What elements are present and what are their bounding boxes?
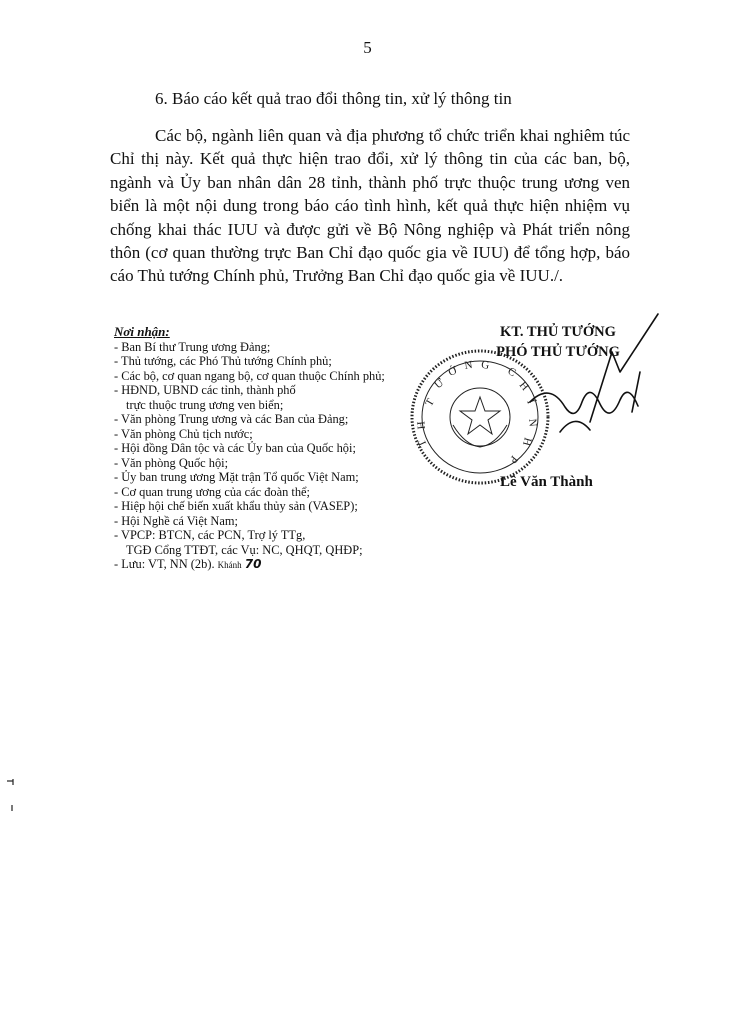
body-paragraph	[110, 124, 630, 288]
svg-text:T: T	[415, 437, 430, 449]
recipient-item: - Văn phòng Chủ tịch nước;	[114, 426, 253, 441]
recipient-item-archive	[114, 557, 414, 573]
svg-text:H: H	[516, 379, 532, 394]
handwritten-signature-icon	[520, 312, 670, 472]
recipient-item: - HĐND, UBND các tỉnh, thành phố	[114, 383, 296, 397]
archive-label: - Lưu: VT, NN (2b).	[114, 557, 215, 571]
svg-text:N: N	[526, 418, 539, 428]
page-number: 5	[363, 38, 372, 57]
scan-margin-marks	[4, 775, 18, 815]
recipient-item: - Ban Bí thư Trung ương Đảng;	[114, 339, 271, 354]
svg-text:T: T	[423, 396, 437, 409]
svg-text:C: C	[505, 365, 518, 380]
svg-text:G: G	[480, 359, 490, 372]
recipient-item: - Ủy ban trung ương Mặt trận Tổ quốc Việt Nam;	[114, 470, 359, 484]
svg-text:Ư: Ư	[432, 376, 447, 392]
recipient-item: - VPCP: BTCN, các PCN, Trợ lý TTg,	[114, 528, 306, 542]
recipient-item: - Thủ tướng, các Phó Thủ tướng Chính phủ;	[114, 354, 332, 368]
paragraph-text: Các bộ, ngành liên quan và địa phương tổ chức triển khai nghiêm túc Chỉ thị này. Kết quả thực hiện trao đổi, xử lý thông tin của các ban, bộ, ngành và Ủy ban nhân dân 28 tỉnh, thành phố trực thuộc trung ương ven biển là một nội dung trong báo cáo tình hình, kết quả thực hiện nhiệm vụ chống khai thác IUU và được gửi về Bộ Nông nghiệp và Phát triển nông thôn (cơ quan thường trực Ban Chỉ đạo quốc gia về IUU) để tổng hợp, báo cáo Thủ tướng Chính phủ, Trưởng Ban Chỉ đạo quốc gia về IUU./.	[110, 126, 630, 286]
svg-text:Ớ: Ớ	[446, 364, 459, 379]
recipient-item: trực thuộc trung ương ven biển;	[126, 397, 284, 412]
copy-count-mark: 70	[244, 557, 262, 571]
signature-title-line1: KT. THỦ TƯỚNG	[500, 324, 616, 340]
recipient-item: TGĐ Cổng TTĐT, các Vụ: NC, QHQT, QHĐP;	[126, 542, 363, 557]
recipients-title: Nơi nhận:	[114, 324, 170, 339]
drafter-name: Khánh	[217, 560, 242, 570]
recipient-item: - Văn phòng Trung ương và các Ban của Đảng;	[114, 412, 349, 426]
recipient-item: - Hiệp hội chế biến xuất khẩu thủy sản (VASEP);	[114, 499, 358, 513]
svg-text:H: H	[415, 420, 428, 430]
recipient-item: - Cơ quan trung ương của các đoàn thể;	[114, 484, 310, 499]
svg-text:H: H	[520, 436, 534, 448]
svg-text:Í: Í	[524, 397, 537, 406]
recipient-item: - Các bộ, cơ quan ngang bộ, cơ quan thuộc Chính phủ;	[114, 368, 385, 383]
section-heading: 6. Báo cáo kết quả trao đổi thông tin, xử lý thông tin	[155, 89, 512, 108]
svg-text:P: P	[506, 453, 520, 466]
recipient-item: - Văn phòng Quốc hội;	[114, 455, 229, 470]
recipient-item: - Hội đồng Dân tộc và các Ủy ban của Quốc hội;	[114, 441, 356, 455]
recipient-item: - Hội Nghề cá Việt Nam;	[114, 513, 238, 528]
svg-text:N: N	[463, 358, 474, 372]
signature-title-line2: PHÓ THỦ TƯỚNG	[496, 344, 620, 360]
recipients-list	[114, 325, 414, 573]
signer-name: Lê Văn Thành	[500, 474, 593, 490]
